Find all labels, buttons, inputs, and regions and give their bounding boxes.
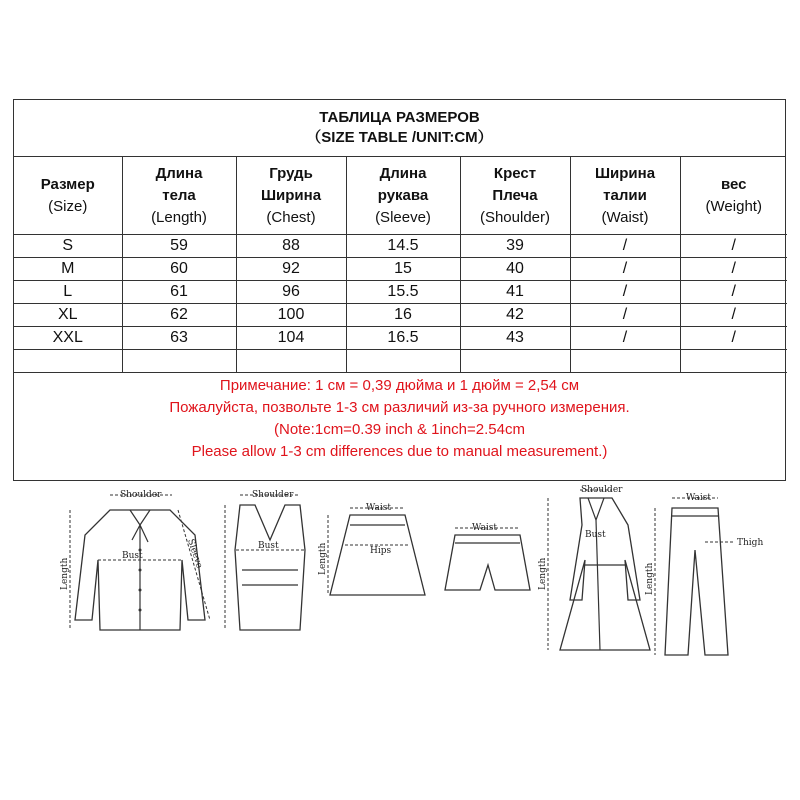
table-row	[14, 235, 787, 258]
column-header-ru: вес	[720, 175, 747, 193]
shorts-diagram	[445, 523, 530, 590]
pants-diagram	[645, 493, 763, 655]
table-row	[14, 350, 787, 373]
size-cell: XXL	[14, 327, 122, 350]
size-cell	[14, 350, 122, 373]
value-cell: 39	[460, 235, 570, 258]
value-cell: 61	[122, 281, 236, 304]
value-cell	[346, 350, 460, 373]
label-length-1: Length	[60, 557, 70, 590]
column-header-en: (Size)	[48, 197, 88, 215]
value-cell	[570, 350, 680, 373]
column-header-en: (Sleeve)	[375, 208, 431, 226]
value-cell: 15	[346, 258, 460, 281]
column-header-ru: тела	[162, 186, 196, 204]
column-header-en: (Weight)	[705, 197, 762, 215]
value-cell	[122, 350, 236, 373]
label-bust-2: Bust	[258, 541, 279, 551]
value-cell: 16.5	[346, 327, 460, 350]
table-body	[14, 235, 787, 373]
label-length-3: Length	[318, 542, 328, 575]
column-header	[460, 157, 570, 235]
column-header-ru: Ширина	[594, 164, 656, 182]
skirt-diagram	[318, 503, 425, 595]
label-sleeve-1: Sleeve	[185, 537, 204, 570]
vest-diagram	[225, 490, 305, 630]
column-header	[236, 157, 346, 235]
value-cell: /	[570, 235, 680, 258]
value-cell: 88	[236, 235, 346, 258]
value-cell: 96	[236, 281, 346, 304]
label-bust-3: Bust	[585, 530, 606, 540]
value-cell: 15.5	[346, 281, 460, 304]
value-cell	[236, 350, 346, 373]
label-hips: Hips	[370, 546, 392, 556]
label-shoulder-2: Shoulder	[252, 490, 294, 500]
size-cell: L	[14, 281, 122, 304]
title-block	[14, 100, 785, 157]
column-header-ru: рукава	[377, 186, 429, 204]
note-line: Пожалуйста, позвольте 1-3 см различий из-за ручного измерения.	[169, 399, 630, 416]
note-line: Примечание: 1 см = 0,39 дюйма и 1 дюйм = 2,54 см	[219, 377, 580, 394]
label-thigh: Thigh	[737, 538, 764, 548]
coat-diagram	[538, 485, 650, 650]
size-table	[14, 157, 787, 373]
column-header	[570, 157, 680, 235]
value-cell: 60	[122, 258, 236, 281]
value-cell: 92	[236, 258, 346, 281]
column-header-ru: Грудь	[269, 164, 313, 182]
value-cell: 63	[122, 327, 236, 350]
label-length-4: Length	[538, 557, 548, 590]
note-line: (Note:1cm=0.39 inch & 1inch=2.54cm	[274, 421, 525, 438]
column-header-ru: Крест	[493, 164, 537, 182]
header-row	[14, 157, 787, 235]
column-header-ru: Длина	[155, 164, 203, 182]
column-header	[122, 157, 236, 235]
column-header-en: (Length)	[151, 208, 207, 226]
value-cell: /	[680, 304, 787, 327]
value-cell: 40	[460, 258, 570, 281]
column-header-en: (Chest)	[266, 208, 316, 226]
value-cell: 14.5	[346, 235, 460, 258]
chart-title: ТАБЛИЦА РАЗМЕРОВ	[319, 109, 480, 126]
value-cell: 41	[460, 281, 570, 304]
table-row	[14, 281, 787, 304]
column-header-ru: талии	[603, 186, 647, 204]
label-shoulder-1: Shoulder	[120, 490, 162, 500]
value-cell: 62	[122, 304, 236, 327]
value-cell: /	[680, 281, 787, 304]
label-bust-1: Bust	[122, 551, 143, 561]
column-header-ru: Длина	[379, 164, 427, 182]
value-cell: 59	[122, 235, 236, 258]
size-cell: XL	[14, 304, 122, 327]
value-cell: 104	[236, 327, 346, 350]
column-header-ru: Ширина	[260, 186, 322, 204]
size-cell: M	[14, 258, 122, 281]
label-length-5: Length	[645, 562, 655, 595]
value-cell: /	[570, 258, 680, 281]
column-header	[346, 157, 460, 235]
value-cell: 43	[460, 327, 570, 350]
column-header-en: (Shoulder)	[479, 208, 551, 226]
value-cell: 16	[346, 304, 460, 327]
notes	[14, 373, 785, 463]
column-header	[14, 157, 122, 235]
column-header	[680, 157, 787, 235]
measurement-diagrams	[0, 480, 800, 680]
value-cell	[680, 350, 787, 373]
table-row	[14, 304, 787, 327]
column-header-ru: Плеча	[492, 186, 538, 204]
label-waist-2: Waist	[472, 523, 497, 533]
size-chart	[13, 99, 786, 481]
label-waist-3: Waist	[686, 493, 711, 503]
label-waist-1: Waist	[366, 503, 391, 513]
value-cell: /	[680, 327, 787, 350]
column-header-en: (Waist)	[601, 208, 649, 226]
value-cell: /	[570, 281, 680, 304]
value-cell: /	[570, 327, 680, 350]
label-shoulder-3: Shoulder	[581, 485, 623, 495]
value-cell: /	[570, 304, 680, 327]
value-cell: /	[680, 258, 787, 281]
value-cell: 42	[460, 304, 570, 327]
size-cell: S	[14, 235, 122, 258]
value-cell	[460, 350, 570, 373]
chart-subtitle: （SIZE TABLE /UNIT:CM）	[306, 129, 493, 146]
table-row	[14, 327, 787, 350]
value-cell: 100	[236, 304, 346, 327]
table-row	[14, 258, 787, 281]
column-header-ru: Размер	[40, 175, 95, 193]
blouse-diagram	[60, 490, 210, 630]
value-cell: /	[680, 235, 787, 258]
note-line: Please allow 1-3 cm differences due to manual measurement.)	[191, 443, 608, 460]
